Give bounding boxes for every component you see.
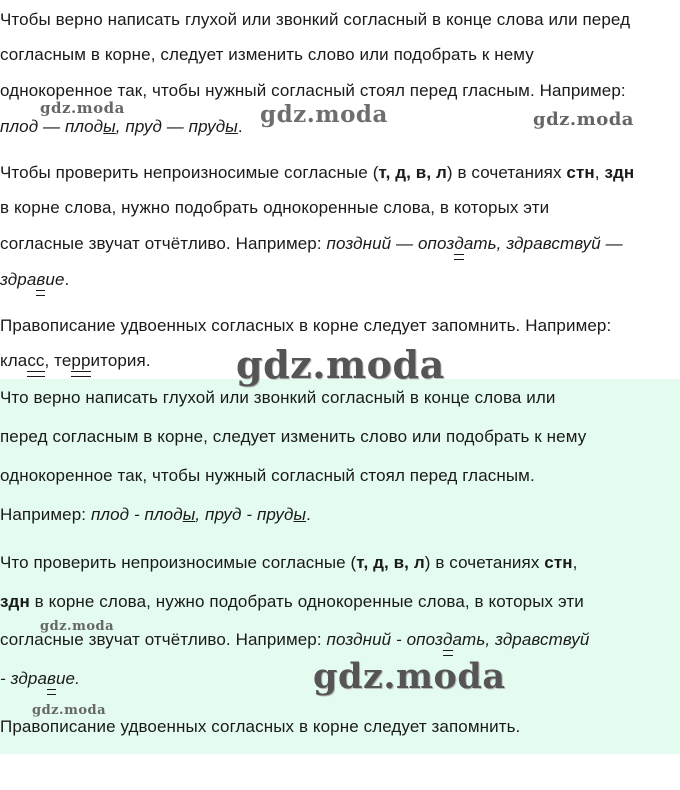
example-line: здравие.	[0, 270, 70, 289]
watermark: gdz.moda	[236, 342, 445, 387]
watermark: gdz.moda	[313, 656, 506, 697]
text-line: в корне слова, нужно подобрать однокоренные слова, в которых эти	[0, 198, 550, 217]
watermark: gdz.moda	[260, 101, 388, 128]
text-line: Что верно написать глухой или звонкий согласный в конце слова или	[0, 388, 556, 407]
watermark: gdz.moda	[40, 99, 125, 117]
text-line: Чтобы верно написать глухой или звонкий согласный в конце слова или перед	[0, 10, 631, 29]
example-line: класс, территория.	[0, 351, 151, 370]
watermark: gdz.moda	[40, 619, 115, 634]
text-line: согласные звучат отчётливо. Например: поздний - опоздать, здравствуй	[0, 630, 590, 649]
text-line: здн в корне слова, нужно подобрать однокоренные слова, в которых эти	[0, 592, 584, 611]
text-line: Чтобы проверить непроизносимые согласные (т, д, в, л) в сочетаниях стн, здн	[0, 163, 635, 182]
text-line: Что проверить непроизносимые согласные (т, д, в, л) в сочетаниях стн,	[0, 553, 578, 572]
text-line: перед согласным в корне, следует изменить слово или подобрать к нему	[0, 427, 587, 446]
watermark: gdz.moda	[533, 109, 634, 130]
example-line: - здравие.	[0, 669, 80, 688]
watermark: gdz.moda	[32, 703, 107, 718]
text-line: Правописание удвоенных согласных в корне следует запомнить. Например:	[0, 316, 612, 335]
text-line: однокоренное так, чтобы нужный согласный стоял перед гласным.	[0, 466, 535, 485]
text-line: Правописание удвоенных согласных в корне следует запомнить.	[0, 717, 521, 736]
text-line: однокоренное так, чтобы нужный согласный стоял перед гласным. Например:	[0, 81, 626, 100]
example-line: Например: плод - плоды, пруд - пруды.	[0, 505, 311, 524]
text-line: согласные звучат отчётливо. Например: поздний — опоздать, здравствуй —	[0, 234, 623, 253]
example-line: плод — плоды, пруд — пруды.	[0, 117, 243, 136]
text-line: согласным в корне, следует изменить слово или подобрать к нему	[0, 45, 534, 64]
